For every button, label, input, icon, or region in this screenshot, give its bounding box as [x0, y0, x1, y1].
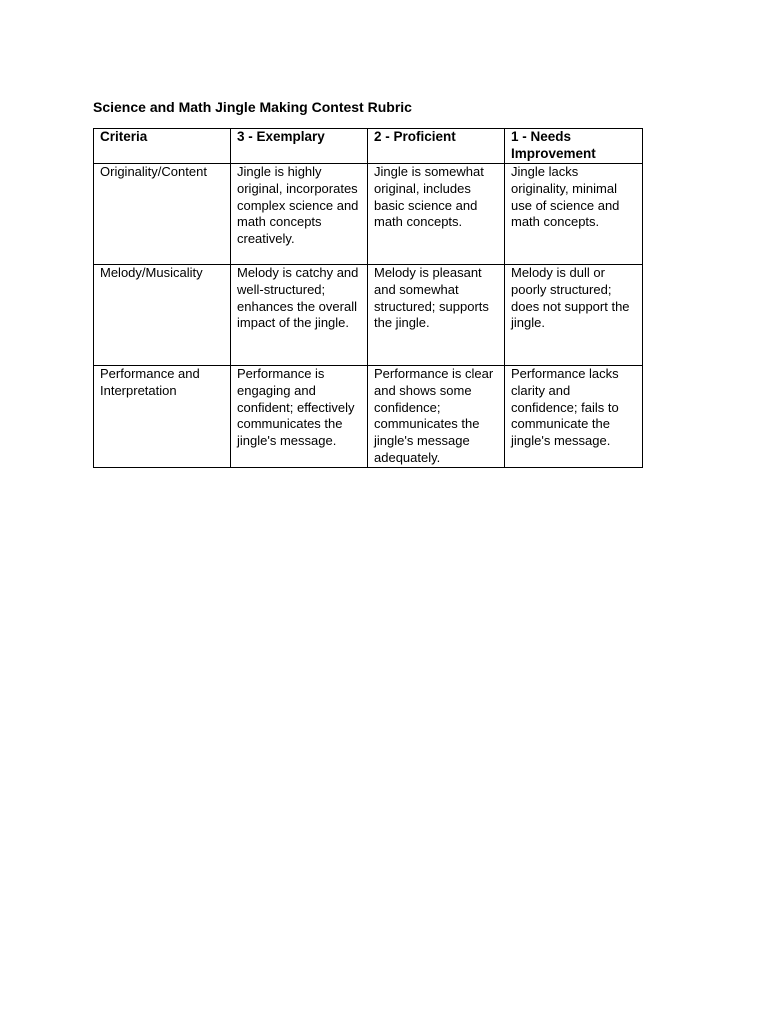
table-row: [94, 366, 643, 468]
exemplary-cell: Melody is catchy and well-structured; enhances the overall impact of the jingle.: [231, 265, 368, 366]
header-exemplary: 3 - Exemplary: [231, 129, 368, 164]
criteria-cell: Melody/Musicality: [94, 265, 231, 366]
page-title: Science and Math Jingle Making Contest Rubric: [93, 99, 412, 115]
header-proficient: 2 - Proficient: [368, 129, 505, 164]
criteria-cell: Originality/Content: [94, 164, 231, 265]
table-row: [94, 164, 643, 265]
exemplary-cell: Jingle is highly original, incorporates complex science and math concepts creatively.: [231, 164, 368, 265]
needs-improvement-cell: Melody is dull or poorly structured; does not support the jingle.: [505, 265, 643, 366]
proficient-cell: Melody is pleasant and somewhat structured; supports the jingle.: [368, 265, 505, 366]
rubric-table: [93, 128, 643, 468]
proficient-cell: Jingle is somewhat original, includes basic science and math concepts.: [368, 164, 505, 265]
needs-improvement-cell: Performance lacks clarity and confidence; fails to communicate the jingle's message.: [505, 366, 643, 468]
exemplary-cell: Performance is engaging and confident; effectively communicates the jingle's message.: [231, 366, 368, 468]
table-header-row: [94, 129, 643, 164]
table-row: [94, 265, 643, 366]
needs-improvement-cell: Jingle lacks originality, minimal use of science and math concepts.: [505, 164, 643, 265]
header-criteria: Criteria: [94, 129, 231, 164]
header-needs-improvement: 1 - Needs Improvement: [505, 129, 643, 164]
proficient-cell: Performance is clear and shows some confidence; communicates the jingle's message adequately.: [368, 366, 505, 468]
criteria-cell: Performance and Interpretation: [94, 366, 231, 468]
